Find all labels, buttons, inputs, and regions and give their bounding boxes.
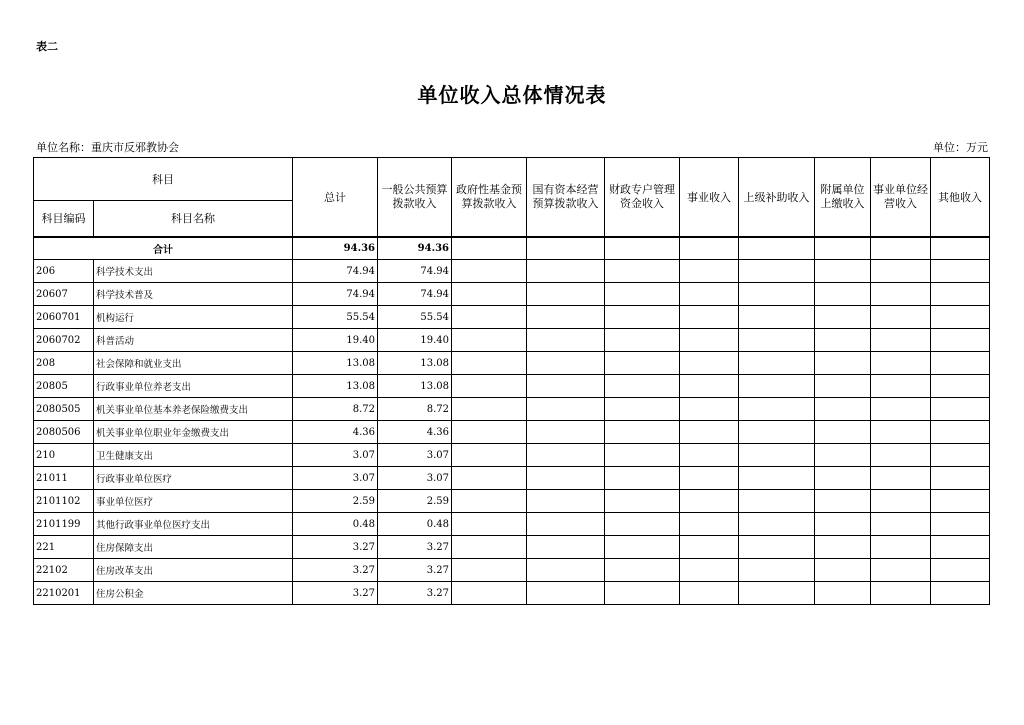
table-row — [34, 329, 990, 352]
cell-name: 卫生健康支出 — [94, 444, 293, 467]
cell-empty — [871, 513, 931, 536]
cell-empty — [931, 513, 990, 536]
cell-general-budget: 4.36 — [378, 421, 452, 444]
cell-total: 13.08 — [293, 352, 378, 375]
cell-empty — [452, 444, 527, 467]
cell-code: 208 — [34, 352, 94, 375]
cell-empty — [739, 467, 815, 490]
cell-total: 74.94 — [293, 283, 378, 306]
cell-general-budget: 8.72 — [378, 398, 452, 421]
cell-empty — [739, 306, 815, 329]
table-row — [34, 559, 990, 582]
header-general-budget: 一般公共预算拨款收入 — [378, 158, 452, 237]
cell-empty — [452, 490, 527, 513]
table-row — [34, 306, 990, 329]
header-code: 科目编码 — [34, 201, 94, 237]
cell-empty — [871, 329, 931, 352]
cell-code: 210 — [34, 444, 94, 467]
cell-general-budget: 3.07 — [378, 467, 452, 490]
cell-code: 2101102 — [34, 490, 94, 513]
cell-empty — [871, 467, 931, 490]
cell-empty — [452, 283, 527, 306]
cell-empty — [452, 260, 527, 283]
cell-empty — [605, 329, 680, 352]
cell-empty — [931, 398, 990, 421]
cell-empty — [680, 582, 739, 605]
cell-empty — [527, 260, 605, 283]
cell-general-budget: 3.27 — [378, 559, 452, 582]
cell-code: 2210201 — [34, 582, 94, 605]
cell-name: 科学技术普及 — [94, 283, 293, 306]
cell-empty — [815, 352, 871, 375]
cell-empty — [527, 559, 605, 582]
cell-empty — [527, 513, 605, 536]
total-general-budget: 94.36 — [378, 237, 452, 260]
cell-empty — [739, 444, 815, 467]
cell-empty — [815, 283, 871, 306]
cell-general-budget: 0.48 — [378, 513, 452, 536]
cell-empty — [527, 375, 605, 398]
cell-empty — [605, 306, 680, 329]
cell-empty — [739, 352, 815, 375]
cell-general-budget: 13.08 — [378, 352, 452, 375]
total-row — [34, 237, 990, 260]
cell-empty — [815, 329, 871, 352]
cell-total: 3.07 — [293, 467, 378, 490]
cell-code: 2101199 — [34, 513, 94, 536]
cell-empty — [680, 329, 739, 352]
cell-empty — [815, 536, 871, 559]
cell-empty — [680, 513, 739, 536]
cell-total: 55.54 — [293, 306, 378, 329]
cell-total: 19.40 — [293, 329, 378, 352]
cell-empty — [452, 467, 527, 490]
cell-empty — [605, 283, 680, 306]
cell-empty — [605, 513, 680, 536]
cell-empty — [527, 582, 605, 605]
cell-general-budget: 3.27 — [378, 536, 452, 559]
cell-code: 2060702 — [34, 329, 94, 352]
table-row — [34, 444, 990, 467]
cell-empty — [815, 559, 871, 582]
cell-empty — [931, 352, 990, 375]
cell-empty — [871, 283, 931, 306]
table-row — [34, 398, 990, 421]
cell-code: 2060701 — [34, 306, 94, 329]
cell-empty — [527, 398, 605, 421]
cell-empty — [680, 536, 739, 559]
cell-empty — [931, 421, 990, 444]
cell-total: 8.72 — [293, 398, 378, 421]
cell-general-budget: 74.94 — [378, 283, 452, 306]
cell-code: 2080505 — [34, 398, 94, 421]
cell-empty — [871, 398, 931, 421]
cell-empty — [605, 421, 680, 444]
cell-empty — [680, 444, 739, 467]
cell-code: 206 — [34, 260, 94, 283]
cell-general-budget: 13.08 — [378, 375, 452, 398]
cell-total: 74.94 — [293, 260, 378, 283]
cell-empty — [931, 375, 990, 398]
cell-empty — [527, 467, 605, 490]
header-affiliated-unit: 附属单位上缴收入 — [815, 158, 871, 237]
cell-code: 2080506 — [34, 421, 94, 444]
cell-empty — [871, 582, 931, 605]
cell-empty — [527, 421, 605, 444]
cell-general-budget: 2.59 — [378, 490, 452, 513]
cell-empty — [739, 283, 815, 306]
cell-general-budget: 3.27 — [378, 582, 452, 605]
cell-name: 住房公积金 — [94, 582, 293, 605]
cell-empty — [452, 421, 527, 444]
cell-empty — [680, 375, 739, 398]
table-row — [34, 513, 990, 536]
cell-empty — [815, 444, 871, 467]
cell-empty — [931, 536, 990, 559]
cell-empty — [605, 398, 680, 421]
header-other-income: 其他收入 — [931, 158, 990, 237]
cell-empty — [605, 490, 680, 513]
cell-empty — [871, 260, 931, 283]
cell-name: 机关事业单位职业年金缴费支出 — [94, 421, 293, 444]
cell-name: 机构运行 — [94, 306, 293, 329]
table-row — [34, 283, 990, 306]
cell-empty — [680, 352, 739, 375]
table-row — [34, 490, 990, 513]
cell-name: 住房保障支出 — [94, 536, 293, 559]
table-row — [34, 467, 990, 490]
cell-empty — [931, 306, 990, 329]
cell-name: 事业单位医疗 — [94, 490, 293, 513]
cell-empty — [739, 490, 815, 513]
table-row — [34, 582, 990, 605]
cell-name: 社会保障和就业支出 — [94, 352, 293, 375]
cell-name: 行政事业单位医疗 — [94, 467, 293, 490]
cell-empty — [739, 536, 815, 559]
cell-empty — [739, 559, 815, 582]
cell-empty — [931, 490, 990, 513]
cell-empty — [871, 444, 931, 467]
income-table — [33, 157, 990, 605]
cell-empty — [815, 513, 871, 536]
cell-empty — [452, 375, 527, 398]
cell-empty — [452, 536, 527, 559]
table-row — [34, 260, 990, 283]
header-fiscal-special: 财政专户管理资金收入 — [605, 158, 680, 237]
cell-empty — [680, 283, 739, 306]
table-row — [34, 375, 990, 398]
cell-empty — [680, 421, 739, 444]
cell-empty — [815, 260, 871, 283]
cell-empty — [815, 306, 871, 329]
cell-empty — [452, 329, 527, 352]
cell-empty — [815, 582, 871, 605]
table-row — [34, 352, 990, 375]
cell-empty — [680, 398, 739, 421]
cell-name: 科学技术支出 — [94, 260, 293, 283]
cell-name: 科普活动 — [94, 329, 293, 352]
cell-empty — [605, 559, 680, 582]
cell-name: 住房改革支出 — [94, 559, 293, 582]
cell-empty — [871, 421, 931, 444]
cell-name: 行政事业单位养老支出 — [94, 375, 293, 398]
cell-total: 13.08 — [293, 375, 378, 398]
cell-code: 221 — [34, 536, 94, 559]
cell-general-budget: 19.40 — [378, 329, 452, 352]
cell-empty — [931, 260, 990, 283]
cell-code: 21011 — [34, 467, 94, 490]
cell-empty — [680, 306, 739, 329]
cell-empty — [739, 375, 815, 398]
cell-empty — [871, 352, 931, 375]
cell-empty — [527, 306, 605, 329]
cell-empty — [871, 559, 931, 582]
table-row — [34, 536, 990, 559]
cell-empty — [605, 444, 680, 467]
header-row-1 — [34, 158, 990, 201]
cell-empty — [527, 352, 605, 375]
cell-empty — [931, 582, 990, 605]
cell-empty — [815, 467, 871, 490]
cell-empty — [931, 329, 990, 352]
cell-empty — [871, 306, 931, 329]
cell-empty — [452, 306, 527, 329]
table-row — [34, 421, 990, 444]
cell-total: 3.27 — [293, 559, 378, 582]
cell-general-budget: 55.54 — [378, 306, 452, 329]
cell-empty — [931, 283, 990, 306]
cell-empty — [605, 375, 680, 398]
cell-general-budget: 3.07 — [378, 444, 452, 467]
cell-total: 3.27 — [293, 536, 378, 559]
cell-empty — [815, 490, 871, 513]
cell-empty — [452, 352, 527, 375]
total-value: 94.36 — [293, 237, 378, 260]
header-subject: 科目 — [34, 158, 293, 201]
cell-total: 0.48 — [293, 513, 378, 536]
cell-empty — [871, 536, 931, 559]
page-title: 单位收入总体情况表 — [417, 83, 607, 107]
cell-code: 20607 — [34, 283, 94, 306]
cell-general-budget: 74.94 — [378, 260, 452, 283]
cell-empty — [452, 513, 527, 536]
cell-empty — [931, 467, 990, 490]
header-state-capital: 国有资本经营预算拨款收入 — [527, 158, 605, 237]
cell-empty — [527, 536, 605, 559]
unit-label: 单位：万元 — [933, 141, 988, 154]
cell-empty — [680, 490, 739, 513]
cell-empty — [815, 398, 871, 421]
cell-empty — [931, 559, 990, 582]
cell-empty — [739, 582, 815, 605]
cell-empty — [815, 375, 871, 398]
cell-empty — [452, 582, 527, 605]
cell-empty — [605, 260, 680, 283]
header-gov-fund: 政府性基金预算拨款收入 — [452, 158, 527, 237]
cell-empty — [739, 329, 815, 352]
cell-empty — [680, 260, 739, 283]
cell-empty — [931, 444, 990, 467]
unit-name: 单位名称：重庆市反邪教协会 — [36, 141, 179, 154]
cell-empty — [605, 582, 680, 605]
cell-empty — [680, 559, 739, 582]
cell-empty — [605, 352, 680, 375]
cell-empty — [815, 421, 871, 444]
header-superior-subsidy: 上级补助收入 — [739, 158, 815, 237]
cell-empty — [527, 329, 605, 352]
cell-code: 20805 — [34, 375, 94, 398]
cell-name: 其他行政事业单位医疗支出 — [94, 513, 293, 536]
cell-code: 22102 — [34, 559, 94, 582]
cell-empty — [871, 375, 931, 398]
cell-empty — [527, 283, 605, 306]
cell-empty — [871, 490, 931, 513]
cell-empty — [605, 536, 680, 559]
cell-empty — [452, 559, 527, 582]
total-label: 合计 — [34, 237, 293, 260]
header-total: 总计 — [293, 158, 378, 237]
header-business-income: 事业收入 — [680, 158, 739, 237]
cell-empty — [527, 444, 605, 467]
cell-total: 2.59 — [293, 490, 378, 513]
header-business-operation: 事业单位经营收入 — [871, 158, 931, 237]
cell-empty — [680, 467, 739, 490]
cell-empty — [739, 421, 815, 444]
cell-empty — [605, 467, 680, 490]
cell-empty — [452, 398, 527, 421]
header-name: 科目名称 — [94, 201, 293, 237]
cell-empty — [739, 260, 815, 283]
table-number: 表二 — [36, 40, 58, 53]
cell-total: 3.27 — [293, 582, 378, 605]
cell-name: 机关事业单位基本养老保险缴费支出 — [94, 398, 293, 421]
cell-empty — [739, 398, 815, 421]
cell-total: 3.07 — [293, 444, 378, 467]
cell-total: 4.36 — [293, 421, 378, 444]
cell-empty — [739, 513, 815, 536]
cell-empty — [527, 490, 605, 513]
